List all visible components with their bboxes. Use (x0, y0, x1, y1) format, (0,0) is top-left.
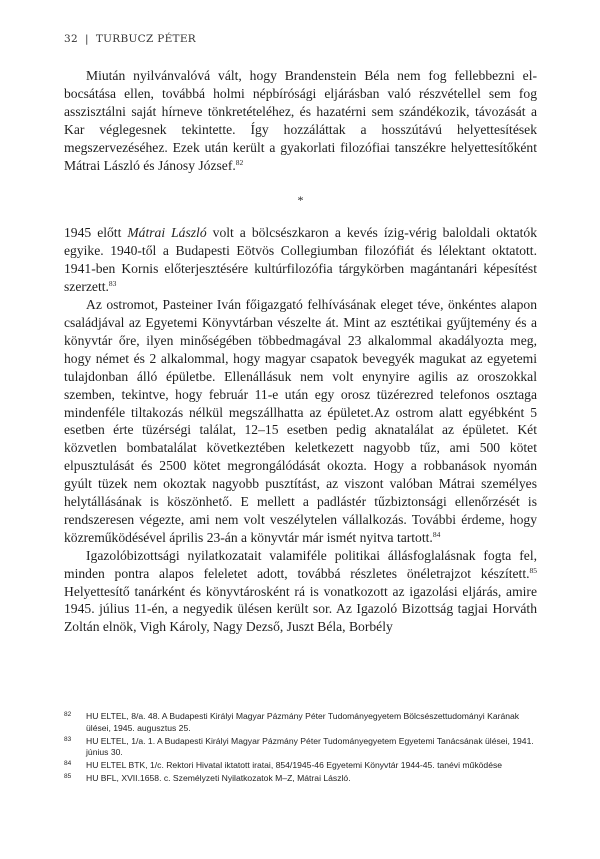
footnote-number: 85 (64, 772, 72, 780)
paragraph-2-text: volt a bölcsészkaron a kevés ízig-vérig baloldali oktatók egyike. 1940-től a Budapesti Eötvös Collegiumban filozófiát és lélektant oktatott. 1941-ben Kornis előterjesztésére kultúrfilozófia tárgykörben magántanári képesítést szerzett. (64, 225, 537, 295)
body-text (64, 67, 537, 636)
paragraph-3-text: Az ostromot, Pasteiner Iván főigazgató felhívásának eleget téve, önkéntes alapon családjával az Egyetemi Könyvtárban vészelte át. Mint az esztétikai gyűjtemény és a könyvtár őre, ilyen minőségében többedmagával 23 alkalommal akadályozta meg, hogy német és 2 alkalommal, hogy magyar csapatok bevegyék magukat az egyetemi tulajdonban álló épületbe. Ellenállásuk nem volt enynyire agilis az oroszokkal szemben, tekintve, hogy február 11-e után egy orosz tüzérezred telefonos osztaga mindenféle tiltakozás nélkül megszállhatta az épületet.Az ostrom alatt egyébként 5 esetben érte tüzérségi találat, 12–15 esetben pedig aknatalálat az épületet. Két közvetlen bombatalálat következtében keletkezett nagyobb tűz, ami 500 kötet elpusztulását és 2500 kötet megrongálódását okozta. Hogy a robbanások nyomán gyúlt tüzek nem okoztak nagyobb pusztítást, az viszont valóban Mátrai személyes helytállásának is köszönhető. E mellett a padlástér tűzbiztonsági ellenőrzését is rendszeresen végezte, ami nem volt veszélytelen vállalkozás. További érdeme, hogy közreműködésével április 23-án a könyvtár már ismét nyitva tartott. (64, 297, 537, 545)
paragraph-4 (64, 547, 537, 637)
paragraph-1 (64, 67, 537, 174)
footnote-ref-84[interactable]: 84 (432, 529, 441, 539)
footnote-text: HU BFL, XVII.1658. c. Személyzeti Nyilatkozatok M–Z, Mátrai László. (86, 772, 351, 783)
footnote-number: 84 (64, 760, 72, 768)
footnote-number: 82 (64, 711, 72, 718)
paragraph-2 (64, 224, 537, 296)
footnotes (64, 711, 539, 786)
paragraph-4-text-a: Igazolóbizottsági nyilatkozatait valamiféle politikai állásfoglalásnak fogta fel, minden pontra alapos feleletet adott, továbbá részletes önéletrajzot készített. (64, 547, 537, 581)
footnote-ref-82[interactable]: 82 (235, 157, 244, 167)
footnote-text: HU ELTEL, 8/a. 48. A Budapesti Királyi Magyar Pázmány Péter Tudományegyetem Bölcsészettudományi Karának ülései, 1945. augusztus 25. (86, 711, 520, 733)
author-name: TURBUCZ PÉTER (95, 33, 197, 45)
section-break: * (297, 193, 304, 208)
paragraph-2-lead: 1945 előtt (64, 225, 128, 241)
paragraph-4-text-b: Helyettesítő tanárként és könyvtárosként rá is vonatkozott az igazolási eljárás, amire 1945. július 11-én, a negyedik ülésen került sor. Az Igazoló Bizottság tagjai Horváth Zoltán elnök, Vigh Károly, Nagy Dezső, Juszt Béla, Borbély (64, 583, 537, 635)
footnote-ref-83[interactable]: 83 (108, 279, 117, 289)
page-number: 32 (64, 33, 78, 45)
footnote-text: HU ELTEL BTK, 1/c. Rektori Hivatal iktatott iratai, 854/1945-46 Egyetemi Könyvtár 1944-45. tanévi működése (86, 760, 503, 771)
footnote-84 (64, 760, 539, 772)
person-name-italic: Mátrai László (127, 225, 207, 241)
paragraph-3 (64, 296, 537, 547)
footnote-text: HU ELTEL, 1/a. 1. A Budapesti Királyi Magyar Pázmány Péter Tudományegyetem Egyetemi Tanácsának ülései, 1941. június 30. (86, 735, 534, 758)
footnote-number: 83 (64, 735, 72, 743)
paragraph-1-text: Miután nyilvánvalóvá vált, hogy Brandenstein Béla nem fog fellebbezni elbocsátása ellen, továbbá holmi népbírósági eljárásban való részvétellel sem fog asszisztálni saját hírneve tönkretételéhez, és hazatérni sem szándékozik, távozását a Kar véglegesnek tekintette. Így hozzáláttak a hosszútávú helyettesítések megszervezéséhez. Ezek után került a gyakorlati filozófiai tanszékre helyettesítőként Mátrai László és Jánosy József. (64, 68, 537, 173)
footnote-85 (64, 773, 539, 785)
header-separator: | (84, 33, 89, 45)
footnote-82 (64, 711, 539, 735)
footnote-83 (64, 736, 539, 760)
running-header (64, 33, 196, 45)
footnote-ref-85[interactable]: 85 (529, 565, 537, 575)
